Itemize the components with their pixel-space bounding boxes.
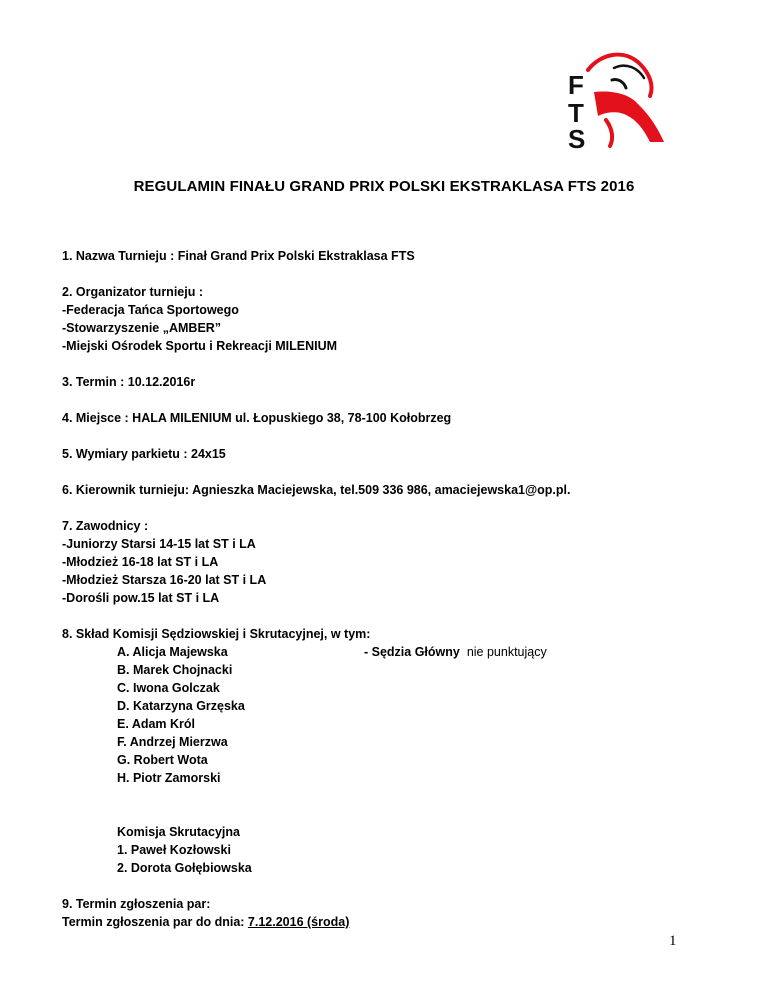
section-2-heading: 2. Organizator turnieju : <box>62 285 203 299</box>
competitor-category: -Młodzież Starsza 16-20 lat ST i LA <box>62 573 267 587</box>
section-9-heading: 9. Termin zgłoszenia par: <box>62 897 211 911</box>
judge-item: F. Andrzej Mierzwa <box>117 735 228 749</box>
section-1: 1. Nazwa Turnieju : Finał Grand Prix Polski Ekstraklasa FTS <box>62 249 415 263</box>
judge-item: D. Katarzyna Grzęska <box>117 699 245 713</box>
section-3: 3. Termin : 10.12.2016r <box>62 375 196 389</box>
judge-item: A. Alicja Majewska <box>117 645 228 659</box>
section-5: 5. Wymiary parkietu : 24x15 <box>62 447 226 461</box>
komisja-heading: Komisja Skrutacyjna <box>117 825 240 839</box>
organizer-item: -Federacja Tańca Sportowego <box>62 303 239 317</box>
section-7-heading: 7. Zawodnicy : <box>62 519 149 533</box>
logo-letter-s: S <box>568 124 586 150</box>
judges-list <box>62 643 722 787</box>
registration-deadline-date: 7.12.2016 (środa) <box>247 915 350 929</box>
judge-item: G. Robert Wota <box>117 753 208 767</box>
section-6: 6. Kierownik turnieju: Agnieszka Maciejewska, tel.509 336 986, amaciejewska1@op.pl. <box>62 483 571 497</box>
logo-letter-f: F <box>568 70 584 100</box>
page-number: 1 <box>669 933 677 949</box>
judge-item: C. Iwona Golczak <box>117 681 220 695</box>
fts-logo <box>566 50 666 150</box>
organizer-item: -Miejski Ośrodek Sportu i Rekreacji MILENIUM <box>62 339 338 353</box>
judge-item: B. Marek Chojnacki <box>117 663 233 677</box>
logo-letter-t: T <box>568 98 584 128</box>
section-4: 4. Miejsce : HALA MILENIUM ul. Łopuskiego 38, 78-100 Kołobrzeg <box>62 411 452 425</box>
komisja-item: 1. Paweł Kozłowski <box>117 843 231 857</box>
judge-item: H. Piotr Zamorski <box>117 771 221 785</box>
registration-deadline-label: Termin zgłoszenia par do dnia: <box>62 915 248 929</box>
document-body <box>62 247 722 931</box>
judge-item: E. Adam Król <box>117 717 196 731</box>
head-judge-label <box>364 643 547 661</box>
competitor-category: -Juniorzy Starsi 14-15 lat ST i LA <box>62 537 256 551</box>
komisja-item: 2. Dorota Gołębiowska <box>117 861 252 875</box>
section-8-heading: 8. Skład Komisji Sędziowskiej i Skrutacyjnej, w tym: <box>62 627 371 641</box>
organizer-item: -Stowarzyszenie „AMBER” <box>62 321 222 335</box>
section-9-line <box>62 913 722 931</box>
head-judge-note: nie punktujący <box>466 645 547 659</box>
head-judge-role: - Sędzia Główny <box>364 645 460 659</box>
competitor-category: -Dorośli pow.15 lat ST i LA <box>62 591 220 605</box>
competitor-category: -Młodzież 16-18 lat ST i LA <box>62 555 219 569</box>
document-title: REGULAMIN FINAŁU GRAND PRIX POLSKI EKSTRAKLASA FTS 2016 <box>133 178 635 195</box>
